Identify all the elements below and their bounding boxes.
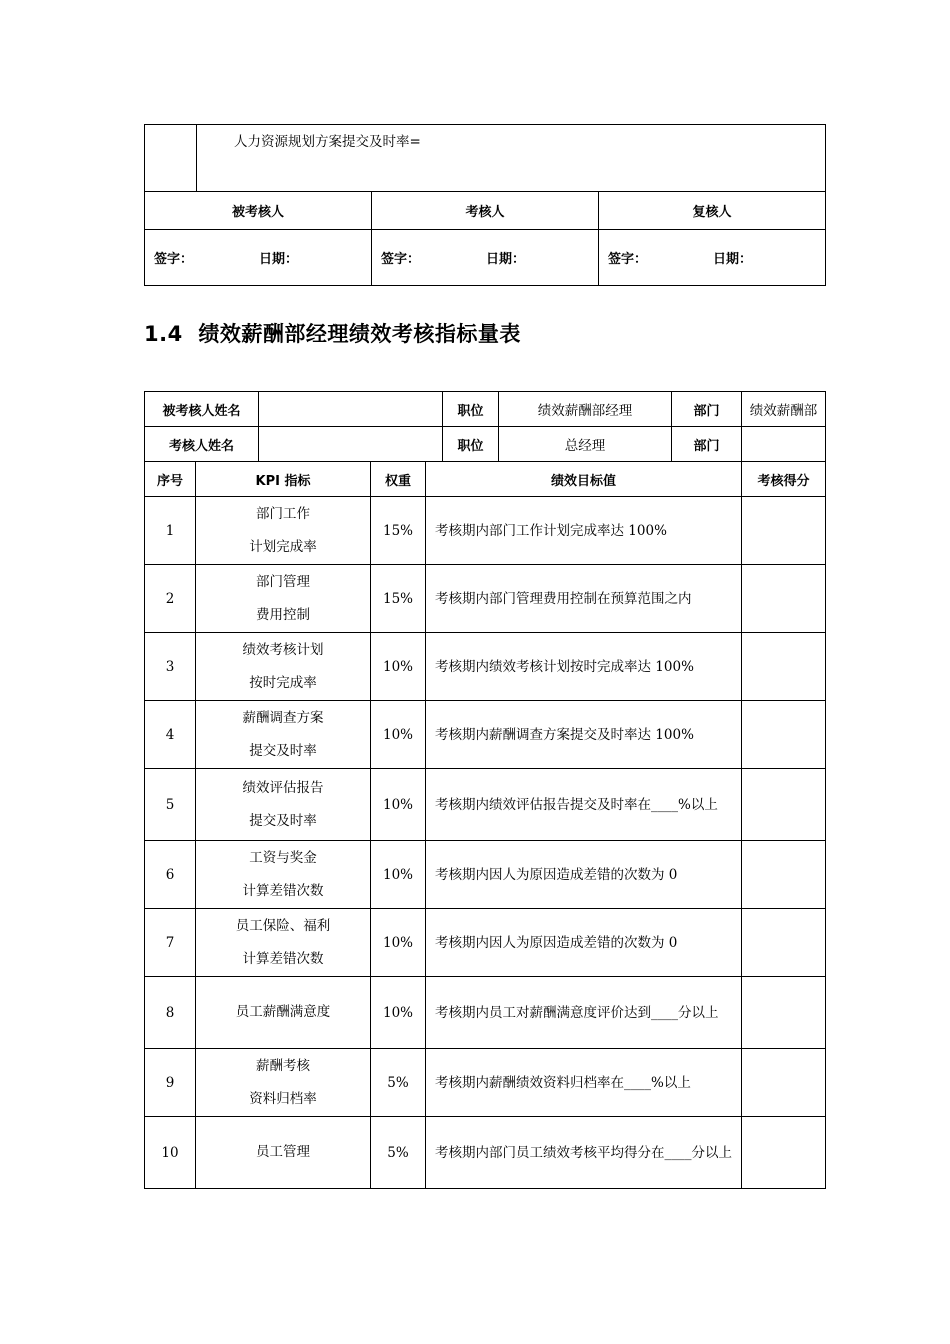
assessor-position: 总经理 (499, 427, 672, 462)
assessee-name-value (259, 392, 443, 427)
table-row (145, 769, 826, 841)
weight: 15% (371, 497, 426, 565)
target: 考核期内薪酬调查方案提交及时率达 100% (426, 701, 742, 769)
table-row (145, 841, 826, 909)
score-cell[interactable] (742, 497, 826, 565)
row-no: 3 (145, 633, 196, 701)
table-row (145, 565, 826, 633)
score-cell[interactable] (742, 633, 826, 701)
kpi-name: 绩效评估报告 提交及时率 (196, 769, 371, 841)
table-row (145, 633, 826, 701)
assessee-sign-cell (145, 230, 372, 286)
header-kpi: KPI 指标 (196, 462, 371, 497)
weight: 10% (371, 977, 426, 1049)
target: 考核期内部门管理费用控制在预算范围之内 (426, 565, 742, 633)
weight: 5% (371, 1117, 426, 1189)
row-no: 6 (145, 841, 196, 909)
dept-label: 部门 (672, 427, 742, 462)
position-label: 职位 (443, 427, 499, 462)
kpi-name: 员工薪酬满意度 (196, 977, 371, 1049)
target: 考核期内绩效考核计划按时完成率达 100% (426, 633, 742, 701)
assessee-dept: 绩效薪酬部 (742, 392, 826, 427)
assessor-dept (742, 427, 826, 462)
date-label: 日期： (713, 252, 753, 267)
kpi-name: 薪酬调查方案 提交及时率 (196, 701, 371, 769)
table-row (145, 977, 826, 1049)
kpi-table (144, 391, 826, 1189)
date-label: 日期： (259, 252, 299, 267)
score-cell[interactable] (742, 909, 826, 977)
reviewer-sign-cell (599, 230, 826, 286)
kpi-name: 部门管理 费用控制 (196, 565, 371, 633)
row-no: 1 (145, 497, 196, 565)
continuation-text: 人力资源规划方案提交及时率= (234, 134, 421, 150)
header-no: 序号 (145, 462, 196, 497)
table-row (145, 1117, 826, 1189)
target: 考核期内因人为原因造成差错的次数为 0 (426, 909, 742, 977)
table-row (145, 909, 826, 977)
score-cell[interactable] (742, 1049, 826, 1117)
assessee-position: 绩效薪酬部经理 (499, 392, 672, 427)
row-no: 10 (145, 1117, 196, 1189)
score-cell[interactable] (742, 769, 826, 841)
signature-table (144, 124, 826, 286)
section-title: 绩效薪酬部经理绩效考核指标量表 (198, 322, 521, 346)
target: 考核期内员工对薪酬满意度评价达到____分以上 (426, 977, 742, 1049)
sign-label: 签字： (154, 252, 194, 267)
score-cell[interactable] (742, 1117, 826, 1189)
header-reviewer: 复核人 (599, 192, 826, 230)
row-no: 8 (145, 977, 196, 1049)
assessee-name-label: 被考核人姓名 (145, 392, 259, 427)
dept-label: 部门 (672, 392, 742, 427)
weight: 10% (371, 633, 426, 701)
kpi-name: 员工保险、福利 计算差错次数 (196, 909, 371, 977)
score-cell[interactable] (742, 701, 826, 769)
sign-label: 签字： (608, 252, 648, 267)
section-heading (144, 318, 521, 348)
section-number: 1.4 (144, 322, 183, 346)
kpi-name: 工资与奖金 计算差错次数 (196, 841, 371, 909)
kpi-name: 薪酬考核 资料归档率 (196, 1049, 371, 1117)
blank-cell (145, 125, 197, 192)
continuation-cell (197, 125, 826, 192)
header-target: 绩效目标值 (426, 462, 742, 497)
score-cell[interactable] (742, 841, 826, 909)
weight: 10% (371, 701, 426, 769)
row-no: 4 (145, 701, 196, 769)
date-label: 日期： (486, 252, 526, 267)
weight: 15% (371, 565, 426, 633)
assessor-sign-cell (372, 230, 599, 286)
position-label: 职位 (443, 392, 499, 427)
target: 考核期内绩效评估报告提交及时率在____%以上 (426, 769, 742, 841)
sign-label: 签字： (381, 252, 421, 267)
table-row (145, 497, 826, 565)
kpi-name: 部门工作 计划完成率 (196, 497, 371, 565)
row-no: 9 (145, 1049, 196, 1117)
target: 考核期内薪酬绩效资料归档率在____%以上 (426, 1049, 742, 1117)
weight: 5% (371, 1049, 426, 1117)
score-cell[interactable] (742, 565, 826, 633)
target: 考核期内部门员工绩效考核平均得分在____分以上 (426, 1117, 742, 1189)
table-row (145, 1049, 826, 1117)
header-assessee: 被考核人 (145, 192, 372, 230)
header-assessor: 考核人 (372, 192, 599, 230)
weight: 10% (371, 841, 426, 909)
header-weight: 权重 (371, 462, 426, 497)
row-no: 7 (145, 909, 196, 977)
target: 考核期内部门工作计划完成率达 100% (426, 497, 742, 565)
header-score: 考核得分 (742, 462, 826, 497)
assessor-name-label: 考核人姓名 (145, 427, 259, 462)
target: 考核期内因人为原因造成差错的次数为 0 (426, 841, 742, 909)
kpi-name: 员工管理 (196, 1117, 371, 1189)
weight: 10% (371, 769, 426, 841)
assessor-name-value (259, 427, 443, 462)
kpi-name: 绩效考核计划 按时完成率 (196, 633, 371, 701)
score-cell[interactable] (742, 977, 826, 1049)
row-no: 5 (145, 769, 196, 841)
table-row (145, 701, 826, 769)
weight: 10% (371, 909, 426, 977)
row-no: 2 (145, 565, 196, 633)
